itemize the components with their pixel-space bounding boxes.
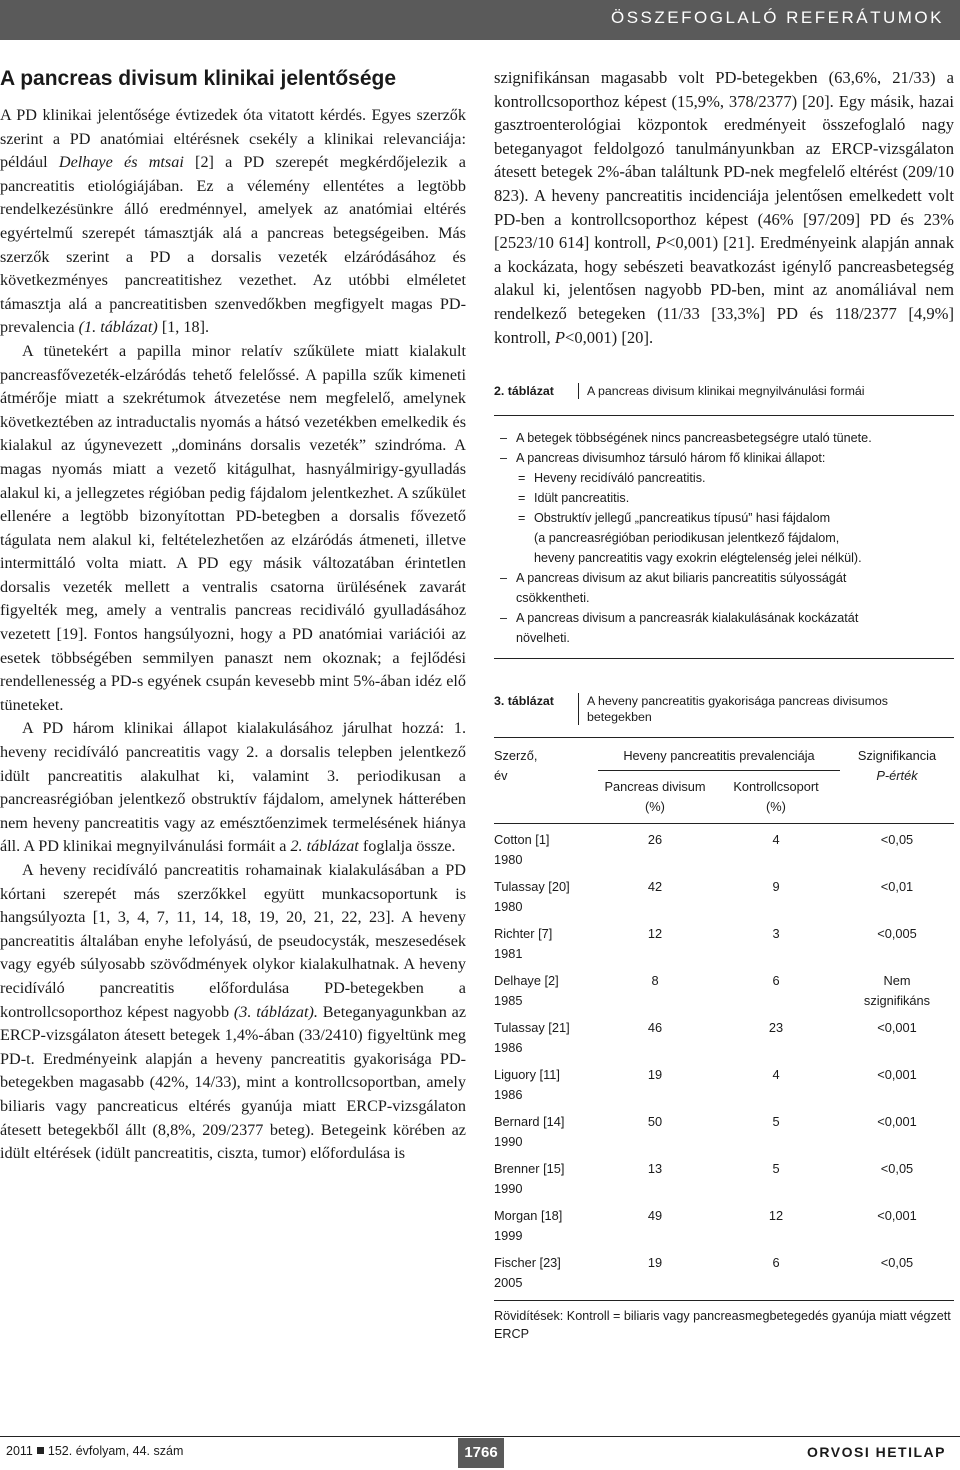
table-row [494,1059,954,1106]
left-column [0,66,466,1166]
table-row [494,1200,954,1247]
journal-name: ORVOSI HETILAP [807,1444,946,1460]
cell-p-value: <0,001 [877,1067,917,1083]
cell-author: Fischer [23] 2005 [494,1255,561,1291]
table2-number: 2. táblázat [494,384,554,399]
paragraph-3: A PD három klinikai állapot kialakulásához járulhat hozzá: 1. heveny recidíváló pancreatitis vagy 2. a dorsalis telepben jelentkező idült pancreatitis alakulhat ki, valamint 3. periodikusan a pancreasrégióban jelentkező obstruktív fájdalom, amelynek hátterében nem heveny pancreatitis vagy az emésztőenzimek termelésének hiánya áll. A PD klinikai megnyilvánulási formáit a 2. táblázat foglalja össze. [0,719,466,856]
col-group-header: Heveny pancreatitis prevalenciája [598,738,840,771]
page-number: 1766 [458,1438,504,1468]
cell-control: 5 [772,1161,780,1177]
cell-p-value: <0,005 [877,926,917,942]
cell-p-value: <0,05 [880,1161,914,1177]
table2-item: csökkentheti. [516,591,590,606]
table2-item: – A betegek többségének nincs pancreasbetegségre utaló tünete. [498,428,954,448]
table2-item: (a pancreasrégióban periodikusan jelentkező fájdalom, [534,531,840,546]
cell-pd: 42 [647,879,663,895]
table-row [494,1106,954,1153]
cell-p-value: <0,05 [880,832,914,848]
cell-pd: 26 [647,832,663,848]
cell-pd: 13 [647,1161,663,1177]
table3-bottom-rule [494,1300,954,1301]
table2-item: = Obstruktív jellegű „pancreatikus típusú” hasi fájdalom [498,508,954,528]
table-row [494,1153,954,1200]
table3-caption [494,693,954,731]
table3-title: A heveny pancreatitis gyakorisága pancreas divisumos betegekben [578,693,954,725]
paragraph-1: A PD klinikai jelentősége évtizedek óta vitatott kérdés. Egyes szerzők szerint a PD anatómiai eltérésnek csekély a klinikai relevanciája: például Delhaye és mtsai [2] a PD szerepét megkérdőjelezik a pancreatitis etiológiájában. Ez a vélemény ellentétes a legtöbb rendelkezésünkre álló eredménnyel, amelyek az anatómiai eltérés egyértelmű szerepét támasztják alá a pancreas betegségeiben. Más szerzők szerint a PD a dorsalis vezeték elzáródásához és következményes pancreatitishez vezethet. Az utóbbi elméletet támasztja alá a pancreatitisben szenvedőkben megfigyelt magas PD-prevalencia (1. táblázat) [1, 18]. [0,106,466,337]
square-bullet-icon [37,1447,44,1454]
table2-item: = Heveny recidíváló pancreatitis. [498,468,954,488]
cell-author: Tulassay [20] 1980 [494,879,570,915]
footer-issue: 2011 152. évfolyam, 44. szám [6,1444,184,1458]
article-title: A pancreas divisum klinikai jelentősége [0,67,397,90]
table3 [494,738,954,1294]
col-control-header: Kontrollcsoport (%) [733,779,819,815]
table-row [494,965,954,1012]
cell-control: 23 [768,1020,784,1036]
cell-control: 6 [772,973,780,989]
cell-author: Liguory [11] 1986 [494,1067,560,1103]
cell-pd: 19 [647,1067,663,1083]
cell-pd: 49 [647,1208,663,1224]
table-row [494,824,954,872]
paragraph-4: A heveny recidíváló pancreatitis rohamainak kialakulásában a PD kórtani szerepét más szerzőkkel együtt munkacsoportunk is hangsúlyozta [1, 3, 4, 7, 11, 14, 18, 19, 20, 21, 22, 23]. A heveny pancreatitis általában enyhe lefolyású, de pseudocysták, meszesedések vagy egyéb súlyosabb szövődmények olykor kialakulhatnak. A heveny recidíváló pancreatitis előfordulása PD-betegekben a kontrollcsoporthoz képest nagyobb (3. táblázat). Beteganyagunkban az ERCP-vizsgálaton átesett betegek 1,4%-ában (33/2410) figyeltünk meg PD-t. Eredményeink alapján a heveny pancreatitis gyakorisága PD-betegekben magasabb (42%, 14/33), mint a kontrollcsoportban, amely biliaris vagy pancreaticus eltérés gyanúja miatt ERCP-vizsgálaton átesett betegekből állt (8,8%, 209/2377 beteg). Betegeink körében az idült eltérések (idült pancreatitis, ciszta, tumor) előfordulása is [0,861,466,1163]
right-column [494,66,954,1343]
col-significance-header: Szignifikancia P-érték [857,748,937,784]
table2-item: növelheti. [516,631,570,646]
cell-control: 6 [772,1255,780,1271]
table3-number: 3. táblázat [494,694,554,709]
cell-control: 4 [772,1067,780,1083]
cell-author: Morgan [18] 1999 [494,1208,563,1244]
cell-p-value: <0,001 [877,1114,917,1130]
cell-control: 12 [768,1208,784,1224]
cell-author: Cotton [1] 1980 [494,832,550,868]
table2-list [494,416,954,658]
cell-author: Brenner [15] 1990 [494,1161,565,1197]
paragraph-5: szignifikánsan magasabb volt PD-betegekben (63,6%, 21/33) a kontrollcsoporthoz képest (15,9%, 378/2377) [20]. Egy másik, hazai gasztroenterológiai központok eredményeit összefoglaló nagy beteganyagot feldolgozó tanulmányunkban az ERCP-vizsgálaton átesett betegek 2%-ában találtunk PD-nek megfelelő eltérést (209/10 823). A heveny pancreatitis incidenciája jelentősen emelkedett volt PD-ben a kontrollcsoporthoz képest (46% [97/209] PD és 23% [2523/10 614] kontroll, P<0,001) [21]. Eredményeink alapján annak a kockázata, hogy sebészeti beavatkozást igénylő pancreasbetegség alakul ki, jelentősen nagyobb PD-ben, mint az anomáliával nem rendelkező betegeken (11/33 [33,3%] PD és 118/2377 [4,9%] kontroll, P<0,001) [20]. [494,68,954,347]
cell-p-value: <0,01 [880,879,914,895]
cell-author: Delhaye [2] 1985 [494,973,559,1009]
cell-control: 3 [772,926,780,942]
table2-item: – A pancreas divisum az akut biliaris pancreatitis súlyosságát [498,568,954,588]
paragraph-2: A tünetekért a papilla minor relatív szűkülete miatt kialakult pancreasfővezeték-elzáródás tehető felelőssé. A papilla szűk kimeneti átmérője miatt a szekrétumok átvezetése nem megfelelő, amelynek következtében az intraductalis nyomás a hátsó vezetékben emelkedik és kialakul az úgynevezett „domináns dorsalis vezeték” szindróma. A magas nyomás miatt a vezető kitágulhat, hasnyálmirigy-gyulladás alakul ki, a jellegzetes régióban pedig fájdalom jelentkezhet. A szűkület ellenére a legtöbb bizonyítottan PD-betegben a dorsalis fővezető tágulata nem alakul ki, feltételezhetően az elzáródás átmeneti, illetve intermittáló volta miatt. A PD egy másik változatában érintetlen dorsalis vezeték mellett a ventralis csatorna ürülésének zavarát figyelték meg, amely a ventralis pancreas recidiváló gyulladásához vezetett [19]. Fontos hangsúlyozni, hogy a PD anatómiai variációi az esetek többségében semmilyen panaszt nem okoznak; a fejlődési rendellenesség a PD-s egyének csupán kevesebb mint 5%-ában idéz elő tüneteket. [0,341,466,714]
table-row [494,1247,954,1294]
cell-author: Richter [7] 1981 [494,926,553,962]
cell-pd: 19 [647,1255,663,1271]
cell-pd: 46 [647,1020,663,1036]
footer-rule [0,1436,960,1437]
header-bar [0,0,960,40]
cell-control: 9 [772,879,780,895]
cell-p-value: <0,05 [880,1255,914,1271]
table-row [494,871,954,918]
cell-author: Tulassay [21] 1986 [494,1020,570,1056]
table-row [494,1012,954,1059]
cell-p-value: <0,001 [877,1020,917,1036]
cell-author: Bernard [14] 1990 [494,1114,565,1150]
table3-box [494,737,954,1294]
cell-p-value: Nem szignifikáns [863,973,931,1009]
col-pd-header: Pancreas divisum (%) [604,779,706,815]
table2-box [494,415,954,659]
cell-pd: 12 [647,926,663,942]
cell-control: 5 [772,1114,780,1130]
table2-item: – A pancreas divisum a pancreasrák kialakulásának kockázatát [498,608,954,628]
section-title: ÖSSZEFOGLALÓ REFERÁTUMOK [611,8,944,27]
cell-control: 4 [772,832,780,848]
table2-item: heveny pancreatitis vagy exokrin elégtelenség jelei nélkül). [534,551,862,566]
cell-p-value: <0,001 [877,1208,917,1224]
table2-item: – A pancreas divisumhoz társuló három fő klinikai állapot: [498,448,954,468]
table2-item: = Idült pancreatitis. [498,488,954,508]
col-author-header: Szerző, év [494,748,538,784]
cell-pd: 8 [651,973,659,989]
table3-abbreviation: Rövidítések: Kontroll = biliaris vagy pancreasmegbetegedés gyanúja miatt végzett ERCP [494,1309,951,1342]
table2-caption [494,383,954,405]
cell-pd: 50 [647,1114,663,1130]
table2-title: A pancreas divisum klinikai megnyilvánulási formái [578,383,865,399]
table-row [494,918,954,965]
